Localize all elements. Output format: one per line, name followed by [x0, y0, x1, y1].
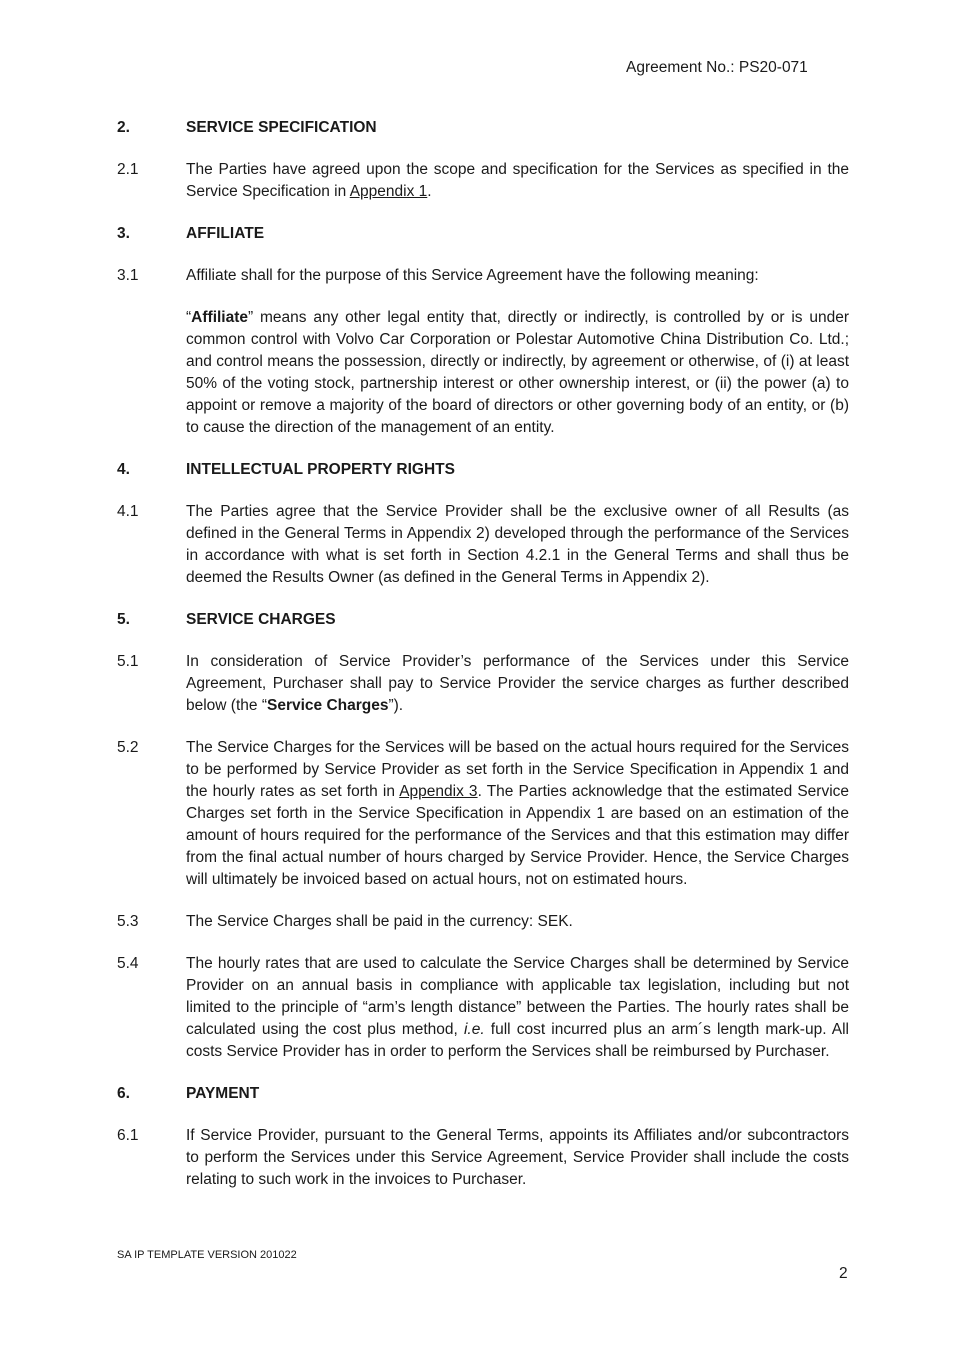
section-number: 6. [117, 1085, 130, 1102]
section-number: 5. [117, 611, 130, 628]
clause-text-part: . The Parties acknowledge that the estimated Service Charges set forth in the Service Specification in Appendix 1 are based on an estimation of the amount of hours required for the performance of the Services and that this estimation may differ from the final actual number of hours charged by Service Provider. Hence, the Service Charges will ultimately be invoiced based on actual hours, not on estimated hours. [186, 783, 850, 888]
clause-5-4 [117, 953, 849, 1063]
clause-text [186, 651, 849, 717]
page-number: 2 [839, 1265, 848, 1282]
section-3-heading [117, 223, 849, 245]
section-number: 2. [117, 119, 130, 136]
clause-text: If Service Provider, pursuant to the General Terms, appoints its Affiliates and/or subcontractors to perform the Services under this Service Agreement, Service Provider shall include the costs relating to such work in the invoices to Purchaser. [186, 1127, 849, 1188]
section-title: PAYMENT [186, 1085, 260, 1102]
template-version-footer: SA IP TEMPLATE VERSION 201022 [117, 1249, 297, 1261]
clause-number: 2.1 [117, 161, 139, 178]
clause-3-1 [117, 265, 849, 287]
clause-6-1 [117, 1125, 849, 1191]
clause-text [186, 159, 849, 203]
clause-text-part: . [427, 183, 432, 200]
clause-number: 5.2 [117, 739, 139, 756]
clause-text-part: full cost incurred plus an arm´s length mark-up. All costs Service Provider has in order to perform the Services shall be reimbursed by Purchaser. [186, 1021, 850, 1060]
clause-text-part: The Service Charges for the Services will be based on the actual hours required for the Services to be performed by Service Provider as set forth in the Service Specification in Appendix 1 and the hourly rates as set forth in [186, 739, 849, 800]
section-2-heading [117, 117, 849, 139]
clause-5-2 [117, 737, 849, 891]
clause-number: 5.3 [117, 913, 139, 930]
section-title: SERVICE SPECIFICATION [186, 119, 377, 136]
section-4-heading [117, 459, 849, 481]
clause-text: The Service Charges shall be paid in the currency: SEK. [186, 913, 573, 930]
clause-2-1 [117, 159, 849, 203]
appendix-1-link[interactable]: Appendix 1 [349, 183, 428, 200]
quote-mark: “ [186, 309, 192, 326]
clause-text [186, 737, 849, 891]
clause-number: 5.1 [117, 653, 139, 670]
section-number: 4. [117, 461, 130, 478]
clause-number: 4.1 [117, 503, 139, 520]
clause-number: 3.1 [117, 267, 139, 284]
clause-text-part: The Parties have agreed upon the scope and specification for the Services as specified in the Service Specification in [186, 161, 849, 200]
appendix-3-link[interactable]: Appendix 3 [399, 783, 478, 800]
clause-text: Affiliate shall for the purpose of this Service Agreement have the following meaning: [186, 267, 759, 284]
clause-text-part: ”). [388, 697, 404, 714]
clause-5-3 [117, 911, 849, 933]
section-number: 3. [117, 225, 130, 242]
agreement-number: Agreement No.: PS20-071 [626, 59, 808, 76]
section-6-heading [117, 1083, 849, 1105]
defined-term: Affiliate [191, 309, 249, 326]
italic-term: i.e. [463, 1021, 485, 1038]
defined-term: Service Charges [266, 697, 389, 714]
section-title: AFFILIATE [186, 225, 265, 242]
clause-number: 6.1 [117, 1127, 139, 1144]
document-body [117, 117, 849, 1211]
clause-text-part: The hourly rates that are used to calculate the Service Charges shall be determined by Service Provider on an annual basis in compliance with applicable tax legislation, including but not limited to the principle of “arm’s length distance” between the Parties. The hourly rates shall be calculated using the cost plus method, [186, 955, 849, 1038]
clause-text [186, 953, 849, 1063]
clause-number: 5.4 [117, 955, 139, 972]
section-title: SERVICE CHARGES [186, 611, 336, 628]
clause-text-part: In consideration of Service Provider’s performance of the Services under this Service Agreement, Purchaser shall pay to Service Provider the service charges as further described below (the “ [186, 653, 849, 714]
section-title: INTELLECTUAL PROPERTY RIGHTS [186, 461, 455, 478]
clause-5-1 [117, 651, 849, 717]
clause-text: The Parties agree that the Service Provider shall be the exclusive owner of all Results (as defined in the General Terms in Appendix 2) developed through the performance of the Services in accordance with what is set forth in Section 4.2.1 in the General Terms and shall thus be deemed the Results Owner (as defined in the General Terms in Appendix 2). [186, 503, 849, 586]
affiliate-definition [186, 307, 849, 439]
definition-text: ” means any other legal entity that, directly or indirectly, is controlled by or is under common control with Volvo Car Corporation or Polestar Automotive China Distribution Co. Ltd.; and control means the possession, directly or indirectly, by agreement or otherwise, of (i) at least 50% of the voting stock, partnership interest or other ownership interest, or (ii) the power (a) to appoint or remove a majority of the board of directors or other governing body of an entity, or (b) to cause the direction of the management of an entity. [186, 309, 849, 436]
clause-4-1 [117, 501, 849, 589]
section-5-heading [117, 609, 849, 631]
